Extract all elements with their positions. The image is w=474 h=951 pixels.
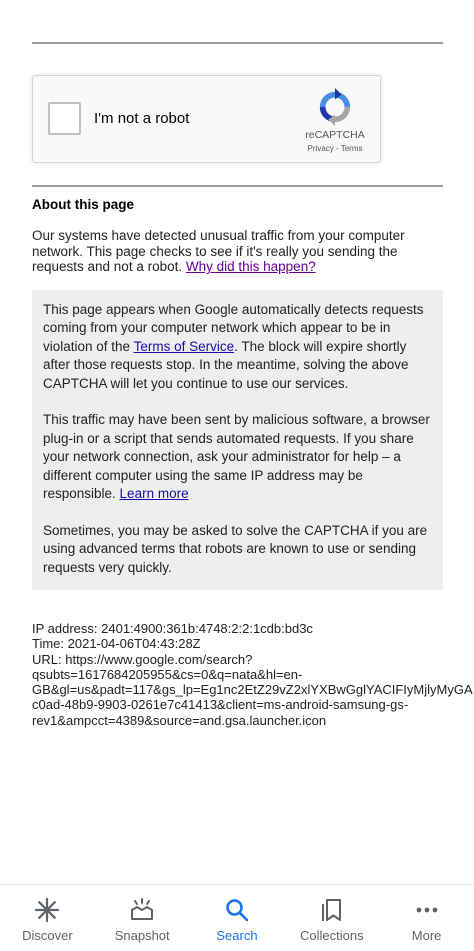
ip-address: IP address: 2401:4900:361b:4748:2:2:1cdb:bd3c <box>32 621 313 636</box>
snapshot-icon <box>129 897 155 923</box>
url-line-1: URL: https://www.google.com/search? <box>32 651 253 667</box>
technical-details <box>32 621 474 728</box>
info-p1-text-a: This page appears when Google automatically detects requests coming from your computer network which appear to be in violation of the <box>43 302 424 354</box>
nav-snapshot-label: Snapshot <box>114 928 170 943</box>
recaptcha-brand: reCAPTCHA <box>305 129 365 141</box>
recaptcha-widget <box>32 75 381 163</box>
top-divider <box>32 42 443 44</box>
recaptcha-checkbox[interactable] <box>48 102 81 135</box>
intro-paragraph <box>32 228 432 275</box>
nav-more-label: More <box>411 928 442 943</box>
url-line-4: c0ad-48b9-9903-0261e7c41413&client=ms-android-samsung-gs- <box>32 697 409 713</box>
why-did-this-happen-link[interactable]: Why did this happen? <box>185 259 316 275</box>
search-icon <box>224 897 250 923</box>
recaptcha-logo-icon <box>316 88 354 126</box>
nav-search-label: Search <box>216 928 258 943</box>
url-line-5: rev1&ampcct=4389&source=and.gsa.launcher.icon <box>32 712 327 728</box>
timestamp: Time: 2021-04-06T04:43:28Z <box>32 636 201 652</box>
nav-collections[interactable] <box>284 885 379 951</box>
url-line-2: qsubts=1617684205955&cs=0&q=nata&hl=en- <box>32 666 303 682</box>
info-p1-text-b: . The block will expire shortly after those requests stop. In the meantime, solving the above CAPTCHA will let you continue to use our services. <box>43 338 409 391</box>
more-dots-icon <box>414 897 440 923</box>
middle-divider <box>32 185 443 187</box>
recaptcha-privacy-terms[interactable]: Privacy - Terms <box>307 144 363 153</box>
learn-more-link[interactable]: Learn more <box>119 486 189 502</box>
nav-more[interactable] <box>379 885 474 951</box>
recaptcha-label: I'm not a robot <box>94 110 190 127</box>
nav-search[interactable] <box>190 885 285 951</box>
collections-bookmark-icon <box>319 897 345 923</box>
info-paragraph-1 <box>43 301 432 393</box>
nav-snapshot[interactable] <box>95 885 190 951</box>
intro-text: Our systems have detected unusual traffic from your computer network. This page checks to see if it's really you sending the requests and not a robot. <box>32 228 405 275</box>
info-paragraph-3: Sometimes, you may be asked to solve the CAPTCHA if you are using advanced terms that robots are known to use or sending requests very quickly. <box>43 522 428 575</box>
asterisk-icon <box>34 897 60 923</box>
url-line-3: GB&gl=us&padt=117&gs_lp=Eg1nc2EtZ29vZ2xlYXBwGglYACIFIyMjlyMyGA <box>32 682 473 698</box>
info-p2-text: This traffic may have been sent by malicious software, a browser plug-in or a script that sends automated requests. If you share your network connection, ask your administrator for help – a different computer using the same IP address may be responsible. <box>43 412 430 502</box>
info-box <box>32 290 443 590</box>
info-paragraph-2 <box>43 411 432 503</box>
terms-of-service-link[interactable]: Terms of Service <box>133 338 235 354</box>
nav-discover-label: Discover <box>22 928 73 943</box>
bottom-navigation <box>0 884 474 951</box>
nav-collections-label: Collections <box>299 928 364 943</box>
nav-discover[interactable] <box>0 885 95 951</box>
about-title: About this page <box>32 197 134 212</box>
